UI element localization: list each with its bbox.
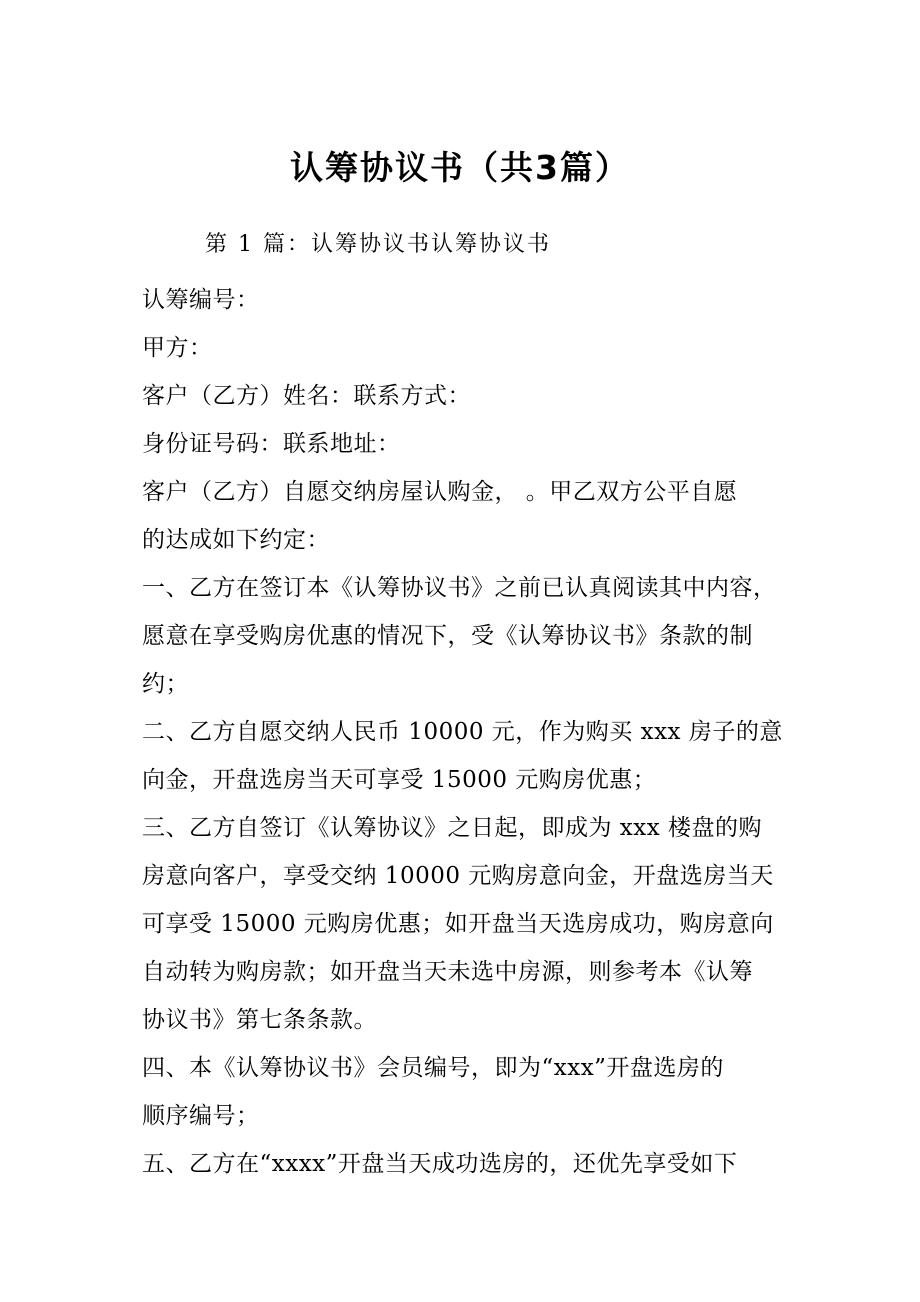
body-line: 协议书》第七条条款。	[142, 1007, 377, 1033]
body-line: 客户（乙方）自愿交纳房屋认购金， 。甲乙双方公平自愿	[142, 479, 738, 505]
document-body	[142, 276, 782, 1188]
body-line: 房意向客户，享受交纳 10000 元购房意向金，开盘选房当天	[142, 863, 774, 889]
body-line: 愿意在享受购房优惠的情况下，受《认筹协议书》条款的制	[142, 623, 753, 649]
body-line: 客户（乙方）姓名：联系方式：	[142, 383, 471, 409]
body-line: 约；	[142, 671, 189, 697]
body-line: 身份证号码：联系地址：	[142, 431, 401, 457]
body-line: 三、乙方自签订《认筹协议》之日起，即成为 xxx 楼盘的购	[142, 815, 763, 841]
document-title: 认筹协议书（共3篇）	[290, 148, 630, 187]
body-line: 五、乙方在“xxxx”开盘当天成功选房的，还优先享受如下	[142, 1151, 738, 1177]
document-subtitle: 第 1 篇：认筹协议书认筹协议书	[205, 232, 551, 257]
body-line: 顺序编号；	[142, 1103, 260, 1129]
body-line: 一、乙方在签订本《认筹协议书》之前已认真阅读其中内容，	[142, 575, 777, 601]
body-line: 认筹编号：	[142, 287, 260, 313]
body-line: 自动转为购房款；如开盘当天未选中房源，则参考本《认筹	[142, 959, 753, 985]
body-line: 向金，开盘选房当天可享受 15000 元购房优惠；	[142, 767, 657, 793]
body-line: 二、乙方自愿交纳人民币 10000 元，作为购买 xxx 房子的意	[142, 719, 783, 745]
body-line: 甲方：	[142, 335, 213, 361]
body-line: 可享受 15000 元购房优惠；如开盘当天选房成功，购房意向	[142, 911, 774, 937]
body-line: 四、本《认筹协议书》会员编号，即为“xxx”开盘选房的	[142, 1055, 724, 1081]
body-line: 的达成如下约定：	[142, 527, 330, 553]
